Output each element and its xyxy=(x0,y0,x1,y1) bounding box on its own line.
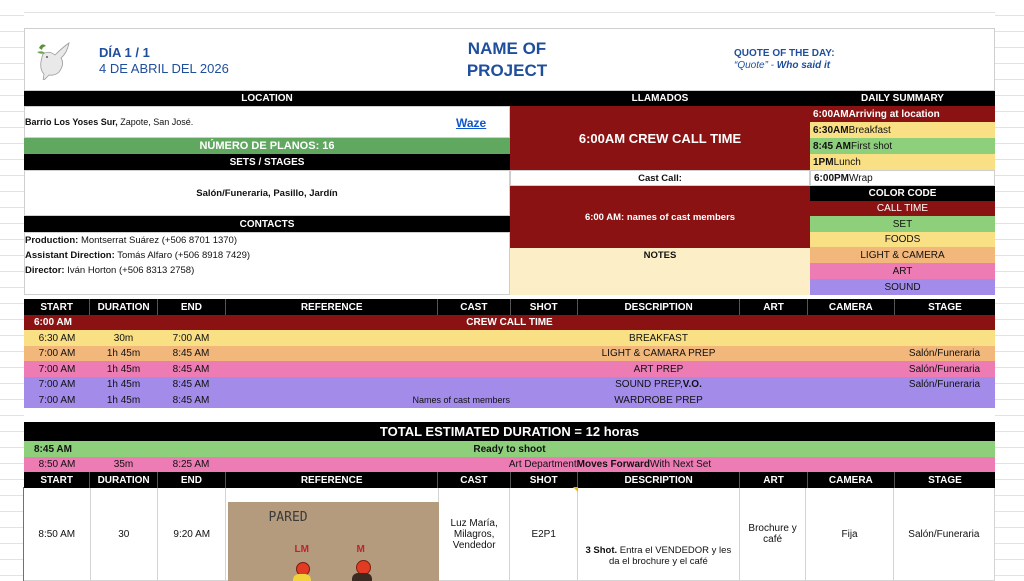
prep-row-wardrobe: 7:00 AM 1h 45m 8:45 AM Names of cast members WARDROBE PREP xyxy=(24,392,995,408)
prep-row-light-camera: 7:00 AM 1h 45m 8:45 AM LIGHT & CAMARA PREP Salón/Funeraria xyxy=(24,346,995,361)
schedule-header-row-2: START DURATION END REFERENCE CAST SHOT DESCRIPTION ART CAMERA STAGE xyxy=(24,472,995,488)
crew-call-row-time: 6:00 AM xyxy=(34,317,72,328)
project-title-line1: NAME OF xyxy=(467,39,547,58)
col-camera: CAMERA xyxy=(808,299,895,315)
color-code-light-camera: LIGHT & CAMERA xyxy=(810,247,995,263)
shot-stage: Salón/Funeraria xyxy=(894,488,995,581)
contact-director: Director: Iván Horton (+506 8313 2758) xyxy=(25,265,195,276)
col-art: ART xyxy=(740,299,807,315)
address-bold: Barrio Los Yoses Sur, xyxy=(25,117,118,127)
art-move-text: Art Department Moves Forward With Next Set xyxy=(508,459,712,470)
col-end: END xyxy=(158,299,226,315)
summary-wrap: 6:00PM Wrap xyxy=(810,170,995,186)
col-duration: DURATION xyxy=(90,299,157,315)
crew-call-row xyxy=(24,315,995,330)
sets-title: SETS / STAGES xyxy=(24,154,510,170)
contact-production: Production: Montserrat Suárez (+506 8701 1370) xyxy=(25,235,238,246)
notes-title: NOTES xyxy=(510,248,810,263)
shot-camera: Fija xyxy=(806,488,893,581)
color-code-title: COLOR CODE xyxy=(810,186,995,201)
project-title xyxy=(440,37,574,83)
art-move-row: 8:50 AM 35m 8:25 AM Art Department Moves Forward With Next Set xyxy=(24,457,995,472)
reference-label-m: M xyxy=(356,544,365,555)
shot-id: E2P1 xyxy=(510,488,578,581)
crew-call-time: 6:00AM CREW CALL TIME xyxy=(510,106,810,170)
col-reference: REFERENCE xyxy=(226,299,438,315)
ready-row xyxy=(24,441,995,457)
summary-first-shot: 8:45 AM First shot xyxy=(810,138,995,154)
comment-marker-icon[interactable] xyxy=(573,487,578,492)
shot-description: 3 Shot. Entra el VENDEDOR y les da el brochure y el café xyxy=(578,488,740,581)
prep-row-breakfast: 6:30 AM 30m 7:00 AM BREAKFAST xyxy=(24,330,995,346)
address-rest: Zapote, San José. xyxy=(117,117,194,127)
waze-link[interactable]: Waze xyxy=(456,116,487,130)
color-code-sound: SOUND xyxy=(810,279,995,295)
shoot-day: DÍA 1 / 1 xyxy=(99,45,150,60)
cast-call-label: Cast Call: xyxy=(510,170,810,186)
reference-label-lm: LM xyxy=(294,544,309,555)
prep-row-sound: 7:00 AM 1h 45m 8:45 AM SOUND PREP, V.O. Salón/Funeraria xyxy=(24,377,995,392)
cast-call-value: 6:00 AM: names of cast members xyxy=(510,186,810,248)
total-duration: TOTAL ESTIMATED DURATION = 12 horas xyxy=(24,422,995,441)
shot-art: Brochure y café xyxy=(740,488,807,581)
shot-duration: 30 xyxy=(91,488,159,581)
ready-text: Ready to shoot xyxy=(473,443,546,455)
shot-reference xyxy=(226,488,438,581)
reference-sketch[interactable] xyxy=(228,502,439,581)
quote-author: Who said it xyxy=(776,60,831,71)
reference-label-pared: PARED xyxy=(268,510,308,525)
sets-value: Salón/Funeraria, Pasillo, Jardín xyxy=(24,170,510,216)
crew-call-row-text: CREW CALL TIME xyxy=(466,317,553,328)
color-code-foods: FOODS xyxy=(810,232,995,247)
col-stage: STAGE xyxy=(928,301,962,313)
location-address xyxy=(25,117,193,127)
quote-separator: - xyxy=(767,60,777,71)
col-cast: CAST xyxy=(438,299,510,315)
col-shot: SHOT xyxy=(511,299,578,315)
prep-row-art: 7:00 AM 1h 45m 8:45 AM ART PREP Salón/Funeraria xyxy=(24,361,995,377)
summary-breakfast: 6:30AM Breakfast xyxy=(810,122,995,138)
summary-arriving: 6:00AM Arriving at location xyxy=(810,106,995,122)
dove-logo xyxy=(33,38,73,80)
project-title-line2: PROJECT xyxy=(466,61,548,80)
figure-lm-body-icon xyxy=(293,574,311,581)
ready-time: 8:45 AM xyxy=(34,443,72,455)
color-code-art: ART xyxy=(810,263,995,279)
planos-count: NÚMERO DE PLANOS: 16 xyxy=(24,138,510,154)
daily-summary-title: DAILY SUMMARY xyxy=(810,91,995,106)
color-code-set: SET xyxy=(810,216,995,232)
contacts-title: CONTACTS xyxy=(24,216,510,232)
shot-start: 8:50 AM xyxy=(24,488,91,581)
quote-text: “Quote” xyxy=(734,60,768,71)
shot-end: 9:20 AM xyxy=(158,488,226,581)
schedule-header-row xyxy=(24,299,995,315)
quote-title: QUOTE OF THE DAY: xyxy=(734,48,835,59)
location-title: LOCATION xyxy=(24,91,510,106)
llamados-title: LLAMADOS xyxy=(510,91,810,106)
col-description: DESCRIPTION xyxy=(578,299,740,315)
quote-line xyxy=(734,60,830,71)
summary-lunch: 1PM Lunch xyxy=(810,154,995,170)
notes-box[interactable] xyxy=(510,263,810,295)
shoot-date: 4 DE ABRIL DEL 2026 xyxy=(99,61,229,76)
color-code-call-time: CALL TIME xyxy=(810,201,995,216)
shot-row xyxy=(24,488,995,581)
contact-assistant-direction: Assistant Direction: Tomás Alfaro (+506 8918 7429) xyxy=(25,250,251,261)
figure-m-body-icon xyxy=(352,573,372,581)
shot-cast: Luz María, Milagros, Vendedor xyxy=(439,488,511,581)
col-start: START xyxy=(24,299,90,315)
